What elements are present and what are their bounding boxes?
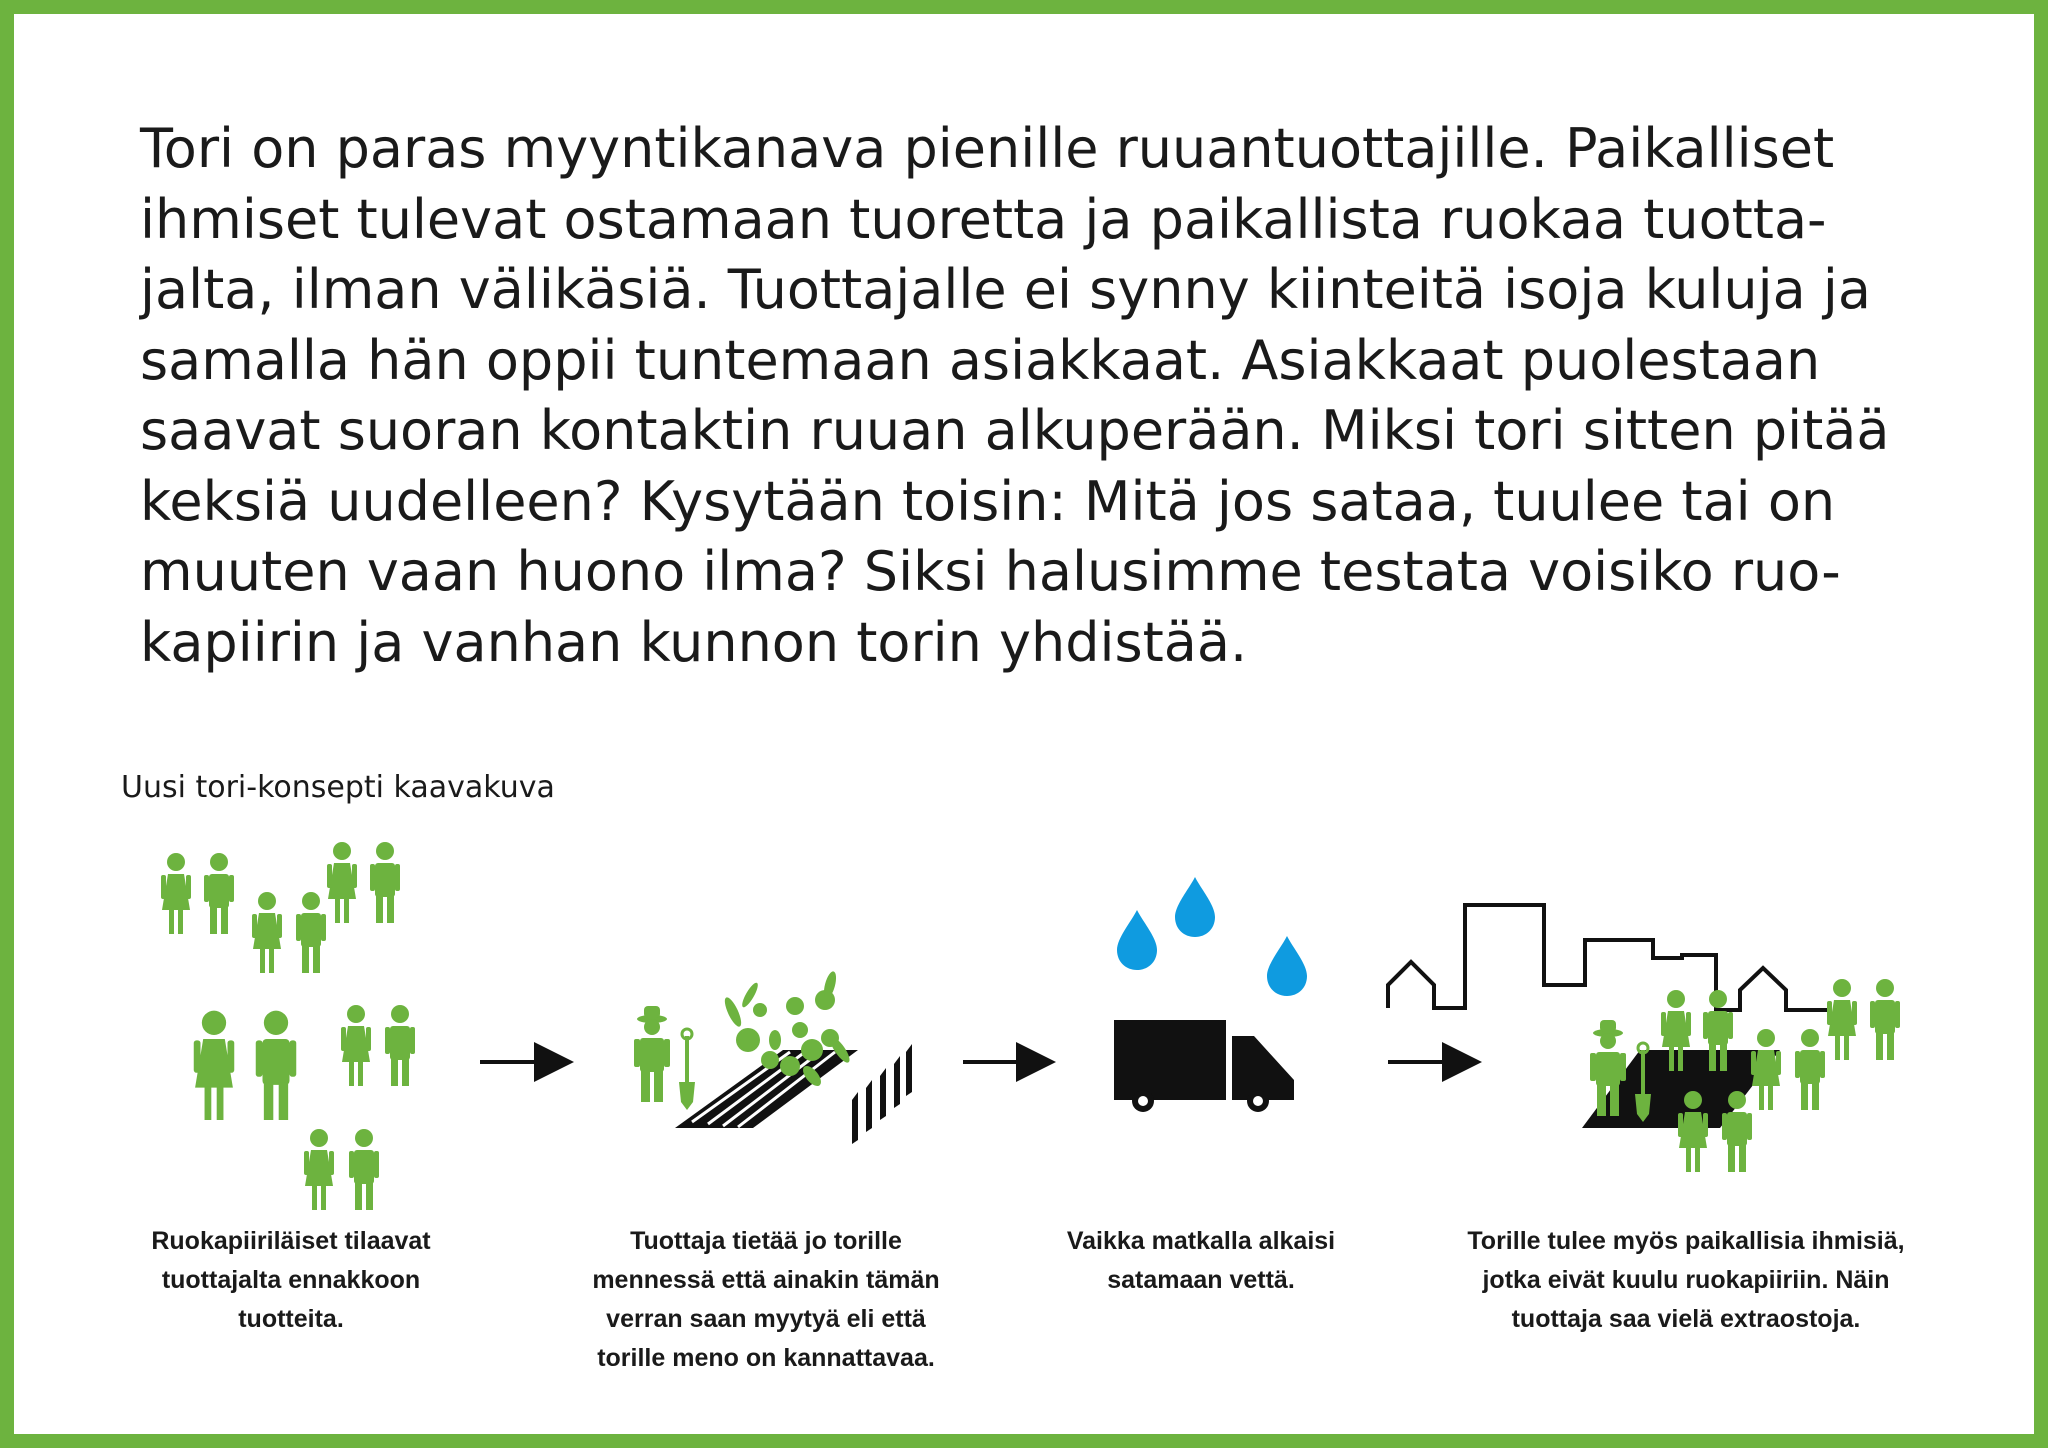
caption-line: tuottajalta ennakkoon [161, 1266, 421, 1294]
intro-line: kapiirin ja vanhan kunnon torin yhdistää. [140, 610, 1248, 674]
caption-line: mennessä että ainakin tämän [592, 1266, 940, 1294]
step-4-caption [1406, 1222, 1966, 1339]
market-square-icon [1388, 905, 1900, 1172]
caption-line: satamaan vettä. [1107, 1266, 1295, 1294]
caption-line: Torille tulee myös paikallisia ihmisiä, [1467, 1227, 1905, 1255]
caption-line: Ruokapiiriläiset tilaavat [151, 1227, 431, 1255]
step-3-caption [921, 1222, 1481, 1300]
caption-line: verran saan myytyä eli että [606, 1305, 926, 1333]
intro-line: muuten vaan huono ilma? Siksi halusimme testata voisiko ruo- [140, 540, 1841, 603]
intro-line: keksiä uudelleen? Kysytään toisin: Mitä jos sataa, tuulee tai on [140, 469, 1836, 533]
intro-line: Tori on paras myyntikanava pienille ruuantuottajille. Paikalliset [140, 117, 1835, 180]
intro-line: ihmiset tulevat ostamaan tuoretta ja paikallista ruokaa tuotta- [140, 187, 1827, 251]
caption-line: jotka eivät kuulu ruokapiiriin. Näin [1482, 1266, 1890, 1294]
caption-line: Vaikka matkalla alkaisi [1066, 1227, 1336, 1255]
intro-line: saavat suoran kontaktin ruuan alkuperään. Miksi tori sitten pitää [140, 399, 1890, 462]
intro-line: jalta, ilman välikäsiä. Tuottajalle ei synny kiinteitä isoja kuluja ja [140, 258, 1872, 321]
caption-line: Tuottaja tietää jo torille [630, 1227, 902, 1255]
diagram-title: Uusi tori-konsepti kaavakuva [121, 770, 555, 805]
customers-icon [161, 842, 415, 1210]
caption-line: tuotteita. [238, 1305, 344, 1333]
farmer-field-icon [634, 970, 912, 1144]
intro-line: samalla hän oppii tuntemaan asiakkaat. Asiakkaat puolestaan [140, 328, 1821, 392]
truck-rain-icon [1114, 877, 1307, 1112]
caption-line: torille meno on kannattavaa. [597, 1344, 935, 1372]
caption-line: tuottaja saa vielä extraostoja. [1511, 1305, 1861, 1333]
